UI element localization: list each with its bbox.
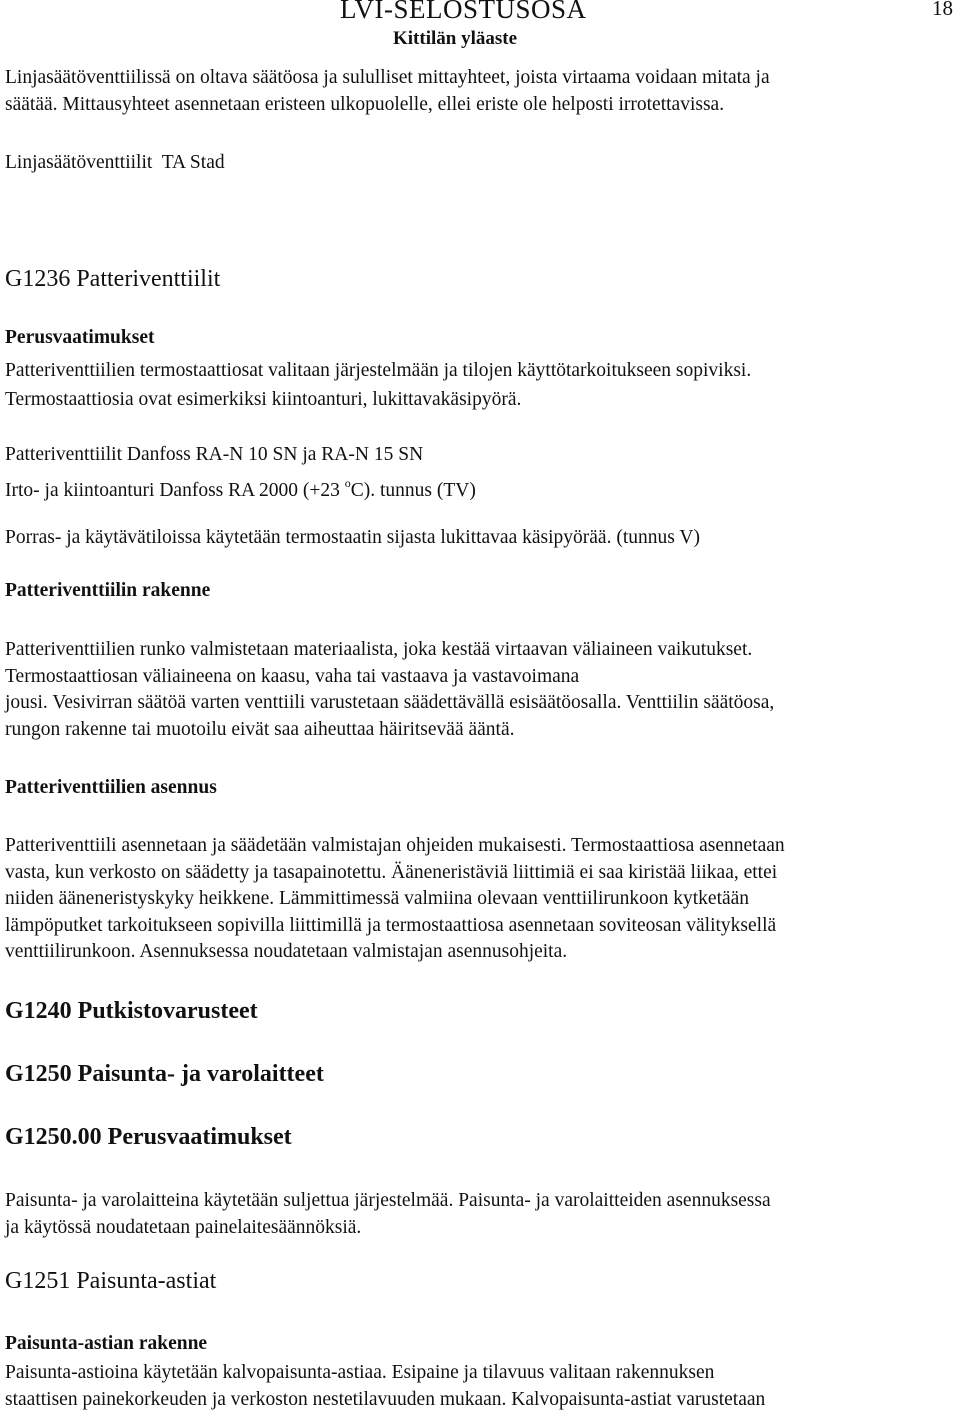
section-heading-g1250-00: G1250.00 Perusvaatimukset [5,1124,292,1150]
section-heading-g1240: G1240 Putkistovarusteet [5,998,258,1024]
text-line: Patteriventtiilien runko valmistetaan materiaalista, joka kestää virtaavan väliaineen vaikutukset. [5,639,753,660]
text-line: Linjasäätöventtiilissä on oltava säätöosa ja sululliset mittayhteet, joista virtaama voidaan mitata ja [5,67,770,88]
valve-line: Linjasäätöventtiilit TA Stad [5,152,225,173]
section-heading-g1236: G1236 Patteriventtiilit [5,266,221,292]
text-line: vasta, kun verkosto on säädetty ja tasapainotettu. Ääneneristäviä liittimiä ei saa kiristää liikaa, ettei [5,861,778,883]
subheading-asennus: Patteriventtiilien asennus [5,777,217,798]
text-line: Termostaattiosia ovat esimerkiksi kiintoanturi, lukittavakäsipyörä. [5,389,522,410]
text-line: jousi. Vesivirran säätöä varten venttiili varustetaan säädettävällä esisäätöosalla. Venttiilin säätöosa, [5,692,775,713]
text-line: säätää. Mittausyhteet asennetaan eristeen ulkopuolelle, ellei eriste ole helposti irrotettavissa. [5,93,725,115]
degree-superscript: o [344,476,351,490]
text-line: venttiilirunkoon. Asennuksessa noudatetaan valmistajan asennusohjeita. [5,941,568,962]
document-subtitle: Kittilän yläaste [393,28,518,49]
text-line: Patteriventtiili asennetaan ja säädetään valmistajan ohjeiden mukaisesti. Termostaattiosa asennetaan [5,835,785,856]
perus-paragraph [5,356,751,414]
text-line: Paisunta- ja varolaitteina käytetään suljettua järjestelmää. Paisunta- ja varolaitteiden asennuksessa [5,1190,771,1211]
g1251-paragraph [5,1360,765,1413]
text-line: lämpöputket tarkoitukseen sopivilla liittimillä ja termostaattiosa asennetaan soviteosan välityksellä [5,914,777,936]
text-line: rungon rakenne tai muotoilu eivät saa aiheuttaa häiritsevää ääntä. [5,718,515,740]
asennus-paragraph [5,833,785,966]
danfoss-paragraph [5,440,476,505]
page-number: 18 [932,0,953,20]
intro-paragraph [5,65,770,118]
sensor-line [5,469,476,505]
subheading-perusvaatimukset: Perusvaatimukset [5,327,155,348]
subheading-rakenne: Patteriventtiilin rakenne [5,580,211,601]
rakenne-paragraph [5,637,774,743]
section-heading-g1251: G1251 Paisunta-astiat [5,1268,217,1294]
text-line: Patteriventtiilien termostaattiosat valitaan järjestelmään ja tilojen käyttötarkoitukseen sopiviksi. [5,360,752,381]
document-title: LVI-SELOSTUSOSA [340,0,587,24]
text-line: Termostaattiosan väliaineena on kaasu, vaha tai vastaava ja vastavoimana [5,665,580,687]
text-line: staattisen painekorkeuden ja verkoston nestetilavuuden mukaan. Kalvopaisunta-astiat varustetaan [5,1388,766,1410]
porras-line: Porras- ja käytävätiloissa käytetään termostaatin sijasta lukittavaa käsipyörää. (tunnus V) [5,527,700,548]
text-span: Irto- ja kiintoanturi Danfoss RA 2000 (+23 [5,480,345,501]
text-line: Paisunta-astioina käytetään kalvopaisunta-astiaa. Esipaine ja tilavuus valitaan rakennuksen [5,1362,715,1383]
text-line: ja käytössä noudatetaan painelaitesäännöksiä. [5,1216,362,1238]
text-line: Patteriventtiilit Danfoss RA-N 10 SN ja RA-N 15 SN [5,444,424,465]
section-heading-g1250: G1250 Paisunta- ja varolaitteet [5,1061,324,1087]
g1250-paragraph [5,1188,771,1241]
text-span: C). tunnus (TV) [350,480,476,501]
text-line: niiden ääneneristyskyky heikkene. Lämmittimessä valmiina olevaan venttiilirunkoon kytketään [5,888,750,909]
subheading-paisunta-rakenne: Paisunta-astian rakenne [5,1333,208,1354]
